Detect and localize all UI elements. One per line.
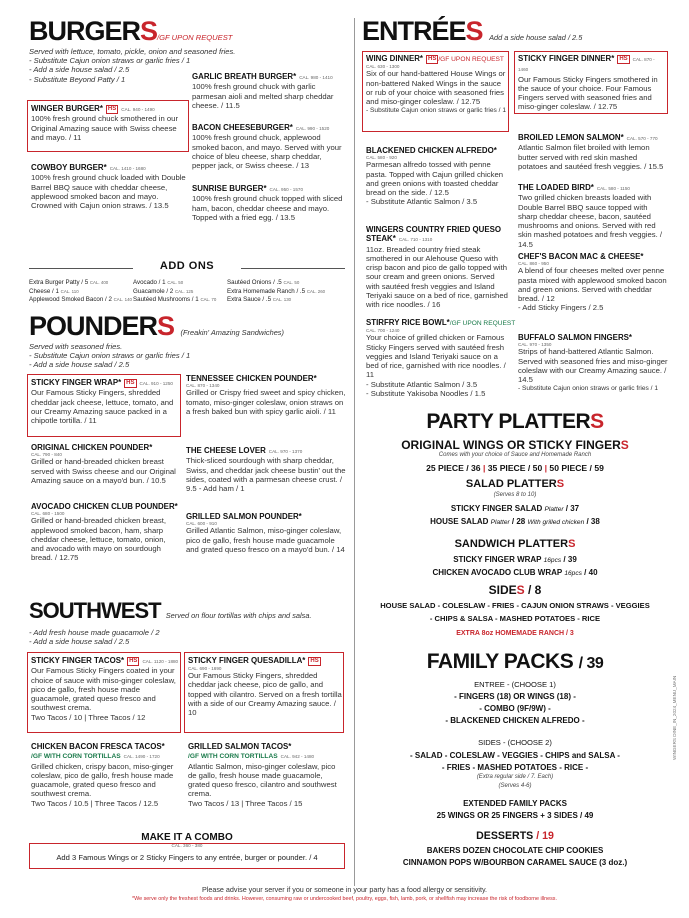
combo-description: Add 3 Famous Wings or 2 Sticky Fingers to any entrée, burger or pounder. / 4 [56, 853, 318, 862]
add-on-item [227, 279, 325, 288]
item-price: Two Tacos / 13 | Three Tacos / 15 [188, 798, 303, 808]
item-description: Our Famous Sticky Fingers smothered in the sauce of your choice. Four Famous Fingers served with seasoned fries and miso-ginger coleslaw. / 12.75 [518, 74, 658, 112]
item-description: Our Famous Sticky Fingers coated in your choice of sauce with miso-ginger coleslaw, pico de gallo, fresh house made guacamole, grated queso fresco and southwest crema. [31, 666, 176, 713]
menu-item-sticky-finger-wrap [31, 378, 179, 425]
add-on-calories: CAL. 50 [283, 280, 300, 285]
item-calories: CAL. 580 - 1150 [596, 186, 630, 191]
salad-platters-title [362, 478, 668, 490]
family-serves-note: (Serves 4-6) [498, 783, 532, 789]
item-name: ORIGINAL CHICKEN POUNDER* [31, 443, 153, 452]
pounders-tagline: (Freakin' Amazing Sandwiches) [180, 328, 284, 337]
family-entree-heading: ENTREE - (CHOOSE 1) [474, 680, 556, 689]
platter-price: 38 [590, 517, 600, 526]
item-calories: CAL. 1410 - 1680 [109, 166, 146, 171]
burgers-intro-line: Served with lettuce, tomato, pickle, onion and seasoned fries. [29, 47, 236, 56]
add-on-name: Applewood Smoked Bacon / 2 [29, 296, 112, 304]
column-divider [354, 18, 355, 886]
menu-item-stirfry-rice-bowl [366, 318, 516, 399]
menu-item-broiled-lemon-salmon [518, 133, 668, 171]
dessert-option: BAKERS DOZEN CHOCOLATE CHIP COOKIES [426, 846, 604, 855]
item-substitution: - Substitute Cajun onion straws or garlic fries / 1 [518, 385, 658, 393]
size-price: 36 [471, 463, 481, 473]
item-name: STICKY FINGER TACOS* [31, 656, 125, 665]
gf-note: /GF UPON REQUEST [438, 56, 504, 63]
item-calories: CAL. 950 - 1570 [269, 187, 304, 192]
add-on-name: Cheese / 1 [29, 287, 59, 295]
item-substitution: - Substitute Cajun onion straws or garlic fries / 1 [366, 107, 506, 115]
item-description: 100% fresh ground chuck smothered in our Original Amazing sauce with Swiss cheese and mayo. / 11 [31, 114, 179, 142]
menu-item-winger-burger [31, 104, 187, 142]
sandwich-platter-2: CHICKEN AVOCADO CLUB WRAP 16pcs / 40 [432, 568, 598, 577]
add-on-item [133, 279, 216, 288]
southwest-title [29, 598, 312, 624]
item-name: STICKY FINGER WRAP* [31, 378, 122, 387]
salad-platter-2: HOUSE SALAD Platter / 28 With grilled chicken / 38 [430, 517, 600, 526]
hs-badge: HS [107, 106, 117, 112]
add-on-name: Sautéed Onions / .5 [227, 279, 282, 286]
pounders-title [29, 311, 284, 342]
item-name: WINGERS COUNTRY FRIED QUESO STEAK* [366, 225, 502, 244]
item-substitution: - Substitute Atlantic Salmon / 3.5 [366, 197, 478, 207]
item-name: COWBOY BURGER* [31, 163, 107, 172]
food-safety-disclaimer: *We serve only the freshest foods and drinks. However, consuming raw or undercooked beef, poultry, eggs, fish, lamb, pork, or shellfish may increase the risk of foodborne illness. [132, 896, 557, 902]
platter-note: Platter [490, 519, 510, 526]
pounders-intro-line: - Substitute Cajun onion straws or garlic fries / 1 [29, 351, 191, 361]
pounders-intro-line: Served with seasoned fries. [29, 342, 123, 351]
family-sides-option: - SALAD - COLESLAW - VEGGIES - CHIPS and SALSA - [410, 751, 620, 760]
dessert-option: CINNAMON POPS W/BOURBON CARAMEL SAUCE (3 doz.) [402, 858, 628, 867]
size-price: 50 [532, 463, 543, 473]
hs-badge: HS [129, 658, 138, 664]
item-name: STICKY FINGER DINNER* [518, 54, 615, 63]
item-substitution: - Substitute Atlantic Salmon / 3.5 [366, 379, 478, 389]
item-calories: CAL. 910 - 1250 [139, 381, 173, 386]
menu-item-cowboy-burger [31, 163, 187, 210]
burgers-title-text: BURGER [29, 16, 141, 46]
menu-item-avocado-chicken-club-pounder [31, 502, 179, 563]
add-on-name: Extra Burger Patty / 5 [29, 279, 89, 286]
menu-item-bacon-cheeseburger [192, 123, 346, 170]
original-platter-prices: 25 PIECE / 36 | 35 PIECE / 50 | 50 PIECE / 59 [426, 463, 604, 473]
item-description: Our Famous Sticky Fingers, shredded cheddar jack cheese, pico de gallo, and topped with cilantro. Served on a fresh tortilla with a side of our Creamy Amazing sauce. / 10 [188, 671, 342, 718]
item-calories: CAL. 990 - 1520 [295, 126, 330, 131]
family-price: / 39 [578, 655, 604, 672]
original-title-text: ORIGINAL WINGS OR STICKY FINGER [401, 438, 621, 452]
burgers-gf-note: /GF UPON REQUEST [157, 33, 233, 42]
add-on-calories: CAL. 130 [272, 297, 292, 303]
sides-title-text: SIDE [488, 583, 517, 597]
add-on-name: Extra Sauce / .5 [227, 296, 272, 304]
item-name: SUNRISE BURGER* [192, 184, 267, 193]
item-calories: CAL. 630 - 1300 [366, 64, 400, 70]
item-name: THE LOADED BIRD* [518, 183, 594, 192]
item-description: A blend of four cheeses melted over penne pasta mixed with applewood smoked bacon and green onions. Served with cheddar bread. / 12 [518, 266, 667, 304]
item-description: 100% fresh ground chuck topped with sliced ham, bacon, cheddar cheese and mayo. Topped with a fried egg. / 13.5 [192, 194, 343, 222]
allergy-notice: Please advise your server if you or someone in your party has a food allergy or sensitivity. [201, 885, 488, 894]
item-name: THE CHEESE LOVER [186, 446, 266, 455]
gf-note: /GF UPON REQUEST [449, 320, 516, 327]
salad-title-accent: S [556, 478, 565, 490]
party-title-text: PARTY PLATTER [426, 410, 591, 433]
platter-note: 16pcs [564, 570, 582, 577]
burgers-title [29, 16, 232, 47]
menu-item-bacon-mac-and-cheese [518, 252, 668, 313]
add-on-name: Avocado / 1 [133, 279, 166, 286]
family-entree-option: - FINGERS (18) OR WINGS (18) - [454, 692, 576, 701]
size-price: 59 [594, 463, 604, 473]
platter-name: STICKY FINGER SALAD [450, 504, 543, 513]
size-label: 50 PIECE [549, 463, 588, 473]
item-description: Atlantic Salmon, miso-ginger coleslaw, pico de gallo, fresh house made guacamole, grated queso fresco, cilantro and southwest crema. [188, 761, 337, 799]
item-description: Thick-sliced sourdough with sharp cheddar, Swiss, and cheddar jack cheese bustin' out the sides, coated with a parmesan cheese crust. / 9.5 - Add ham / 1 [186, 456, 346, 494]
item-calories: CAL. 1490 - 1720 [123, 754, 160, 760]
southwest-intro-line: - Add a side house salad / 2.5 [29, 637, 130, 647]
menu-item-sticky-finger-dinner [518, 54, 666, 112]
family-title-text: FAMILY PACKS [426, 650, 574, 673]
platter-name: HOUSE SALAD [430, 517, 489, 526]
item-description: Grilled or Crispy fried sweet and spicy chicken, tomato, miso-ginger coleslaw, onion straws on a fresh baked bun with spicy garlic aioli. / 11 [186, 388, 346, 416]
desserts-title-text: DESSERTS [476, 830, 534, 842]
menu-item-garlic-breath-burger [192, 72, 346, 110]
family-entree-option: - COMBO (9F/9W) - [479, 704, 551, 713]
size-label: 35 PIECE [487, 463, 526, 473]
southwest-tagline: Served on flour tortillas with chips and salsa. [165, 611, 312, 620]
item-calories: CAL. 980 - 1410 [299, 75, 333, 80]
item-calories: CAL. 942 - 1480 [280, 754, 315, 760]
add-on-item [29, 296, 132, 305]
item-calories: CAL. 680 - 1500 [31, 511, 65, 517]
menu-code: WINGERS DINE_IN_2024_MENU_MAIN [672, 675, 677, 760]
item-name: GARLIC BREATH BURGER* [192, 72, 297, 81]
item-description: Two grilled chicken breasts loaded with Double Barrel BBQ sauce topped with sharp cheddar cheese, bacon, sautéed mushrooms and onions. Served with red skin mashed potatoes and fresh veggies. / 14.5 [518, 193, 663, 249]
add-on-calories: CAL. 70 [200, 297, 217, 303]
add-on-name: Sautéed Mushrooms / 1 [133, 296, 199, 304]
item-name: GRILLED SALMON POUNDER* [186, 512, 302, 521]
platter-note: 16pcs [543, 557, 562, 564]
salad-platters-subtitle: (Serves 8 to 10) [493, 492, 537, 498]
item-calories: CAL. 940 - 1490 [121, 107, 155, 112]
combo-calories: CAL. 360 - 380 [171, 843, 203, 848]
item-calories: CAL. 570 - 770 [626, 136, 658, 141]
item-name: STIRFRY RICE BOWL* [366, 318, 450, 327]
platter-name: STICKY FINGER WRAP [453, 555, 542, 564]
item-calories: CAL. 600 - 910 [186, 521, 217, 527]
original-platter-subtitle: Comes with your choice of Sauce and Homemade Ranch [438, 452, 592, 458]
salad-platter-1: STICKY FINGER SALAD Platter / 37 [450, 504, 580, 513]
item-name: CHICKEN BACON FRESCA TACOS* [31, 742, 165, 751]
item-name: WING DINNER* [366, 54, 423, 63]
family-extra-side-note: (Extra regular side / 7. Each) [476, 774, 554, 780]
burgers-intro-line: - Add a side house salad / 2.5 [29, 65, 130, 75]
add-on-item [29, 279, 132, 288]
item-calories: CAL. 870 - 1340 [186, 383, 220, 389]
item-calories: CAL. 1120 - 1880 [142, 659, 179, 664]
menu-item-chicken-bacon-fresca-tacos [31, 742, 181, 808]
combo-title-text: MAKE IT A COMBO [141, 832, 233, 843]
pounders-title-accent: S [157, 311, 175, 341]
item-description: Atlantic Salmon filet broiled with lemon butter served with red skin mashed potatoes and sautéed fresh veggies. / 15.5 [518, 143, 664, 171]
southwest-title-text: SOUTHWEST [29, 598, 161, 623]
southwest-intro [29, 628, 160, 646]
menu-item-sticky-finger-tacos [31, 656, 179, 722]
platter-price: 39 [567, 555, 577, 564]
item-name: BROILED LEMON SALMON* [518, 133, 624, 142]
pounders-intro [29, 342, 190, 370]
menu-item-grilled-salmon-pounder [186, 512, 346, 554]
item-description: Grilled or hand-breaded chicken breast, applewood smoked bacon, ham, sharp cheddar cheese, lettuce, tomato, onion, and avocado with mayo on sourdough bread. / 12.75 [31, 516, 167, 563]
sandwich-platter-1: STICKY FINGER WRAP 16pcs / 39 [453, 555, 577, 564]
family-packs-title [362, 650, 668, 674]
item-description: Grilled Atlantic Salmon, miso-ginger coleslaw, pico de gallo, fresh house made guacamole and grated queso fresco on a mayo'd bun. / 14 [186, 526, 345, 554]
platter-price: 28 [516, 517, 526, 526]
family-sides-heading: SIDES - (CHOOSE 2) [478, 738, 552, 747]
combo-box [29, 843, 345, 869]
add-on-item [227, 296, 325, 305]
item-name: BUFFALO SALMON FINGERS* [518, 333, 632, 342]
gf-note: /GF WITH CORN TORTILLAS [31, 753, 121, 761]
item-description: Six of our hand-battered House Wings or non-battered Naked Wings in the sauce or rub of your choice with seasoned fries and miso-ginger coleslaw. / 12.75 [366, 69, 506, 107]
pounders-intro-line: - Add a side house salad / 2.5 [29, 360, 130, 370]
platter-price: 40 [588, 568, 598, 577]
party-title-accent: S [590, 410, 604, 433]
add-ons-title: ADD ONS [29, 262, 345, 271]
gf-note: /GF WITH CORN TORTILLAS [188, 753, 278, 761]
hs-badge: HS [126, 380, 135, 386]
original-title-accent: S [620, 438, 629, 452]
menu-item-tennessee-chicken-pounder [186, 374, 346, 416]
item-name: STICKY FINGER QUESADILLA* [188, 656, 306, 665]
extended-family-packs-title: EXTENDED FAMILY PACKS [463, 799, 567, 808]
size-label: 25 PIECE [426, 463, 464, 473]
item-name: WINGER BURGER* [31, 104, 103, 113]
item-description: Strips of hand-battered Atlantic Salmon. Served with seasoned fries and miso-ginger coleslaw with our Creamy Amazing sauce. / 14.5 [518, 347, 668, 385]
item-description: Your choice of grilled chicken or Famous Sticky Fingers served with sautéed fresh veggies and Island Teriyaki sauce on a bed of rice, garnished with rice noodles. / 11 [366, 333, 506, 380]
item-calories: CAL. 580 - 920 [366, 155, 397, 161]
sandwich-title-accent: S [568, 538, 576, 550]
item-calories: CAL. 970 - 1370 [268, 449, 303, 454]
extended-family-packs-detail: 25 WINGS OR 25 FINGERS + 3 SIDES / 49 [436, 811, 594, 820]
family-sides-option: - FRIES - MASHED POTATOES - RICE - [441, 763, 589, 772]
salad-title-text: SALAD PLATTER [465, 478, 557, 490]
sandwich-title-text: SANDWICH PLATTER [454, 538, 569, 550]
item-name: BACON CHEESEBURGER* [192, 123, 293, 132]
add-ons-column [29, 279, 132, 305]
pounders-title-text: POUNDER [29, 311, 158, 341]
menu-item-sticky-finger-quesadilla [188, 656, 342, 717]
entrees-tagline: Add a side house salad / 2.5 [489, 33, 583, 42]
platter-price: 37 [570, 504, 580, 513]
add-on-name: Extra Homemade Ranch / .5 [227, 287, 306, 295]
item-price: Two Tacos / 10 | Three Tacos / 12 [31, 712, 146, 722]
menu-item-cheese-lover [186, 446, 346, 493]
burgers-intro-line: - Substitute Beyond Patty / 1 [29, 74, 126, 84]
desserts-title [362, 830, 668, 842]
item-calories: CAL. 860 - 950 [518, 261, 549, 267]
sides-title-accent: S [516, 583, 525, 597]
menu-item-original-chicken-pounder [31, 443, 179, 485]
add-ons-column [227, 279, 325, 305]
burgers-intro-line: - Substitute Cajun onion straws or garlic fries / 1 [29, 56, 191, 66]
platter-note: Platter [544, 506, 564, 513]
item-substitution: - Substitute Yakisoba Noodles / 1.5 [366, 389, 486, 399]
add-on-calories: CAL. 125 [174, 288, 194, 294]
add-on-item [133, 288, 216, 297]
item-calories: CAL. 710 - 1310 [398, 237, 433, 243]
item-description: Our Famous Sticky Fingers, shredded cheddar jack cheese, lettuce, tomato, and our Creamy Amazing sauce packed in a chipotle tortilla. / 11 [31, 388, 174, 426]
menu-item-wing-dinner [366, 54, 507, 116]
item-description: Grilled or hand-breaded chicken breast served with Swiss cheese and our Original Amazing sauce on a mayo'd bun. / 10.5 [31, 457, 176, 485]
item-description: 100% fresh ground chuck with garlic parmesan aioli and melted sharp cheddar cheese. / 11.5 [192, 82, 334, 110]
sandwich-platters-title [362, 538, 668, 550]
add-on-item [133, 296, 216, 305]
item-substitution: - Add Sticky Fingers / 2.5 [518, 303, 604, 313]
sides-title: SIDES / 8 [488, 583, 542, 597]
item-name: BLACKENED CHICKEN ALFREDO* [366, 146, 497, 155]
extra-ranch: EXTRA 8oz HOMEMADE RANCH / 3 [456, 630, 574, 637]
hs-badge: HS [619, 56, 628, 62]
add-on-name: Guacamole / 2 [133, 287, 174, 295]
menu-item-loaded-bird [518, 183, 668, 249]
entrees-title [362, 16, 582, 47]
item-calories: CAL. 690 - 1690 [188, 666, 222, 671]
item-description: 100% fresh ground chuck loaded with Double Barrel BBQ sauce with cheddar cheese, applewood smoked bacon and mayo. Crowned with Cajun onion straws. / 13.5 [31, 173, 186, 211]
item-name: GRILLED SALMON TACOS* [188, 742, 292, 751]
item-price: Two Tacos / 10.5 | Three Tacos / 12.5 [31, 798, 159, 808]
add-on-calories: CAL. 260 [306, 288, 326, 294]
item-description: Grilled chicken, crispy bacon, miso-ginger coleslaw, pico de gallo, fresh house made guacamole, grated queso fresco and southwest crema. [31, 761, 174, 799]
item-description: 100% fresh ground chuck, applewood smoked bacon, and mayo. Served with your choice of bleu cheese, sharp cheddar, pepper jack, or Swiss cheese. / 13 [192, 133, 342, 171]
menu-item-sunrise-burger [192, 184, 346, 222]
add-on-calories: CAL. 110 [60, 288, 79, 294]
original-platter-title [362, 438, 668, 452]
family-entree-option: - BLACKENED CHICKEN ALFREDO - [445, 716, 585, 725]
sides-list-1: HOUSE SALAD - COLESLAW - FRIES - CAJUN ONION STRAWS - VEGGIES [380, 601, 650, 610]
add-on-calories: CAL. 140 [113, 297, 132, 303]
item-name: TENNESSEE CHICKEN POUNDER* [186, 374, 317, 383]
entrees-title-accent: S [465, 16, 483, 46]
desserts-price: / 19 [536, 830, 554, 842]
menu-item-blackened-chicken-alfredo [366, 146, 509, 207]
menu-item-buffalo-salmon-fingers [518, 333, 668, 394]
sides-list-2: - CHIPS & SALSA - MASHED POTATOES - RICE [429, 614, 601, 623]
platter-name: CHICKEN AVOCADO CLUB WRAP [432, 568, 563, 577]
entrees-title-text: ENTRÉE [362, 16, 466, 46]
party-platters-title [362, 410, 668, 434]
item-description: 11oz. Breaded country fried steak smothered in our Alehouse Queso with crisp bacon and pico de gallo topped with sour cream and green onions. Served with sautéed fresh veggies and Island Teriyaki sauce on a bed of rice, garnished with rice noodles. / 16 [366, 244, 508, 310]
item-name: CHEF'S BACON MAC & CHEESE* [518, 252, 644, 261]
add-on-calories: CAL. 50 [167, 280, 184, 285]
item-name: AVOCADO CHICKEN CLUB POUNDER* [31, 502, 178, 511]
menu-item-grilled-salmon-tacos [188, 742, 344, 808]
burgers-title-accent: S [140, 16, 158, 46]
item-calories: CAL. 970 - 1350 [518, 342, 552, 348]
southwest-intro-line: - Add fresh house made guacamole / 2 [29, 628, 160, 637]
hs-badge: HS [428, 56, 437, 62]
menu-item-country-fried-queso-steak [366, 225, 509, 310]
item-calories: CAL. 700 - 1240 [366, 328, 400, 334]
add-ons-column [133, 279, 216, 305]
item-description: Parmesan alfredo tossed with penne pasta. Topped with Cajun grilled chicken and green onions with toasted cheddar bread on the side. / 12.5 [366, 160, 504, 198]
add-on-item [29, 288, 132, 297]
item-calories: CAL. 870 - 1460 [518, 57, 655, 73]
hs-badge: HS [310, 658, 319, 664]
sides-price: 8 [534, 583, 542, 597]
add-on-calories: CAL. 400 [89, 280, 109, 285]
item-calories: CAL. 790 - 840 [31, 452, 62, 458]
platter-note: With grilled chicken [527, 519, 585, 526]
add-on-item [227, 288, 325, 297]
